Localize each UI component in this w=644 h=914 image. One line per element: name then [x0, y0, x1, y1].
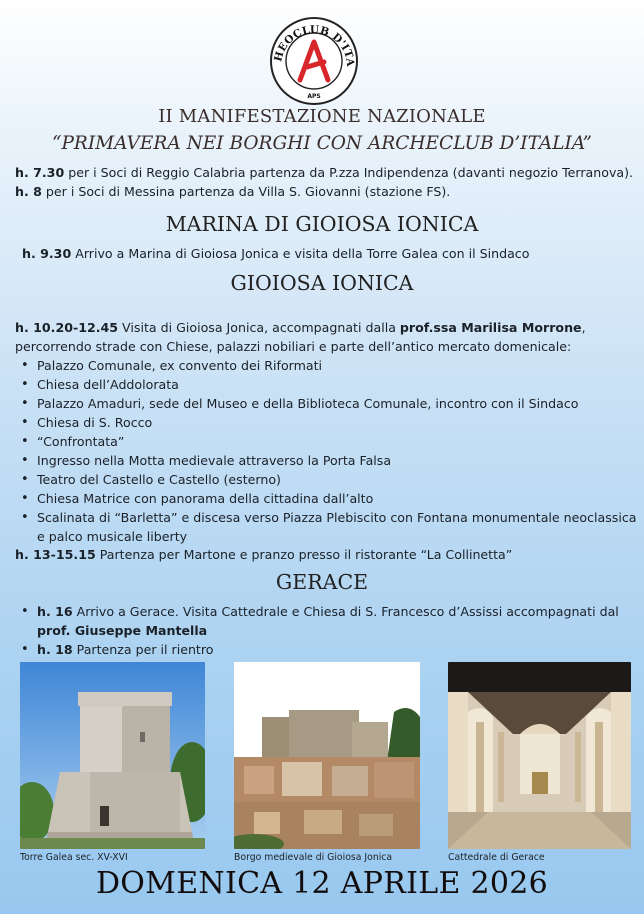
list-item	[15, 602, 619, 621]
list-item: • Scalinata di “Barletta” e discesa verso Piazza Plebiscito con Fontana monumentale neoclassica	[15, 508, 637, 527]
marina-text: Arrivo a Marina di Gioiosa Jonica e visita della Torre Galea con il Sindaco	[71, 246, 530, 261]
gioiosa-intro-comma: ,	[581, 320, 586, 335]
gioiosa-intro-text: Visita di Gioiosa Jonica, accompagnati dalla	[118, 320, 400, 335]
gerace-text-1: Arrivo a Gerace. Visita Cattedrale e Chiesa di S. Francesco d’Assissi accompagnati dal	[72, 604, 619, 619]
photo-caption-2: Borgo medievale di Gioiosa Jonica	[234, 852, 393, 863]
gerace-text-2: Partenza per il rientro	[72, 642, 214, 657]
gioiosa-intro-line	[15, 318, 586, 337]
photo-borgo-medievale	[234, 662, 420, 849]
photo-cattedrale	[448, 662, 631, 849]
list-item: • Chiesa di S. Rocco	[15, 413, 637, 432]
logo-aps-text: APS	[307, 93, 321, 100]
list-item: • Ingresso nella Motta medievale attraverso la Porta Falsa	[15, 451, 637, 470]
section-title-gerace: GERACE	[275, 570, 369, 594]
lunch-time: h. 13-15.15	[15, 547, 96, 562]
departure-time-2: h. 8	[15, 184, 42, 199]
gerace-guide-line	[37, 621, 207, 640]
list-item: • Chiesa dell’Addolorata	[15, 375, 637, 394]
marina-line	[22, 244, 529, 263]
archeoclub-logo	[269, 16, 359, 106]
list-item: • Palazzo Amaduri, sede del Museo e della Biblioteca Comunale, incontro con il Sindaco	[15, 394, 637, 413]
photo-caption-3: Cattedrale di Gerace	[448, 852, 545, 863]
gioiosa-time: h. 10.20-12.45	[15, 320, 119, 335]
list-item: • Chiesa Matrice con panorama della cittadina dall’alto	[15, 489, 637, 508]
section-title-gioiosa: GIOIOSA IONICA	[230, 271, 414, 295]
gerace-list-2	[15, 640, 213, 659]
lunch-line	[15, 545, 512, 564]
list-item: • “Confrontata”	[15, 432, 637, 451]
photo-caption-1: Torre Galea sec. XV-XVI	[20, 852, 128, 863]
departure-line-2	[15, 182, 450, 201]
list-item	[15, 640, 213, 659]
departure-text-1: per i Soci di Reggio Calabria partenza da P.zza Indipendenza (davanti negozio Terranova).	[64, 165, 634, 180]
departure-line-1	[15, 163, 633, 182]
lunch-text: Partenza per Martone e pranzo presso il ristorante “La Collinetta”	[95, 547, 513, 562]
list-item: • Teatro del Castello e Castello (esterno)	[15, 470, 637, 489]
event-date: DOMENICA 12 APRILE 2026	[95, 866, 549, 901]
gerace-guide: prof. Giuseppe Mantella	[37, 623, 208, 638]
gioiosa-stops-list	[15, 356, 637, 527]
event-subtitle: “PRIMAVERA NEI BORGHI CON ARCHECLUB D’ITALIA”	[52, 133, 592, 154]
gioiosa-route-line: percorrendo strade con Chiese, palazzi nobiliari e parte dell’antico mercato domenicale:	[15, 339, 572, 354]
photo-torre-galea	[20, 662, 205, 849]
departure-text-2: per i Soci di Messina partenza da Villa S. Giovanni (stazione FS).	[41, 184, 451, 199]
section-title-marina: MARINA DI GIOIOSA IONICA	[165, 212, 479, 236]
gerace-time-1: h. 16	[37, 604, 73, 619]
marina-time: h. 9.30	[22, 246, 72, 261]
logo-ring-text: HEOCLUB D'ITA	[272, 23, 357, 68]
list-item: • Palazzo Comunale, ex convento dei Riformati	[15, 356, 637, 375]
departure-time-1: h. 7.30	[15, 165, 65, 180]
gerace-time-2: h. 18	[37, 642, 73, 657]
gioiosa-guide: prof.ssa Marilisa Morrone	[399, 320, 582, 335]
gerace-list	[15, 602, 619, 621]
event-title: II MANIFESTAZIONE NAZIONALE	[158, 106, 486, 127]
gioiosa-stop-continuation: e palco musicale liberty	[37, 529, 188, 544]
